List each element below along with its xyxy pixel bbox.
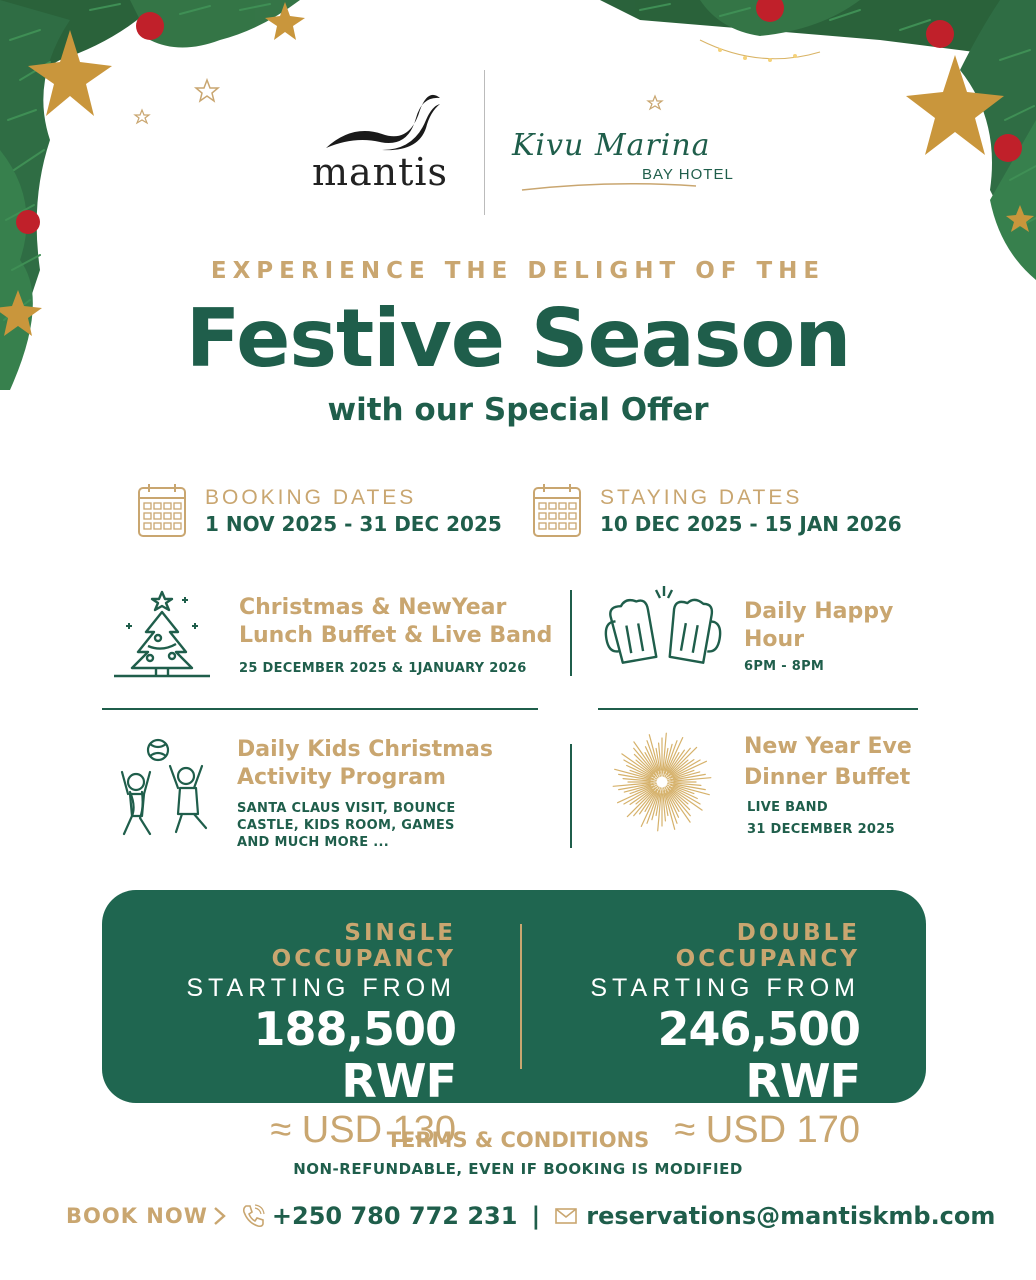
beer-mugs-icon [604, 584, 724, 670]
feature-detail: AND MUCH MORE ... [237, 835, 390, 850]
christmas-tree-icon [112, 586, 212, 682]
feature-title: Christmas & NewYear [239, 595, 507, 620]
logo-divider [484, 70, 485, 215]
price-usd: ≈ USD 130 [270, 1109, 456, 1151]
single-occupancy-price [156, 920, 456, 1153]
feature-title: New Year Eve [744, 734, 912, 759]
email-link[interactable]: reservations@mantiskmb.com [586, 1202, 996, 1230]
feature-title: Daily Kids Christmas [237, 737, 493, 762]
feature-title: Daily Happy [744, 599, 894, 624]
section-divider [102, 708, 538, 710]
kivu-marina-wordmark: Kivu Marina [512, 128, 711, 163]
mantis-wordmark: mantis [311, 150, 449, 194]
headline-subtitle: with our Special Offer [327, 392, 709, 428]
price-amount: 188,500 RWF [253, 1002, 456, 1108]
logo-underline-swash [520, 180, 700, 194]
double-occupancy-price [560, 920, 860, 1153]
price-divider [520, 924, 522, 1069]
booking-dates-value: 1 NOV 2025 - 31 DEC 2025 [205, 512, 502, 536]
feature-title: Activity Program [237, 765, 446, 790]
feature-detail: LIVE BAND [747, 800, 828, 815]
terms-text: NON-REFUNDABLE, EVEN IF BOOKING IS MODIFIED [293, 1160, 743, 1178]
feature-divider [570, 744, 572, 848]
staying-dates-value: 10 DEC 2025 - 15 JAN 2026 [600, 512, 902, 536]
feature-detail: CASTLE, KIDS ROOM, GAMES [237, 818, 455, 833]
booking-dates-label: BOOKING DATES [205, 486, 417, 509]
phone-link[interactable]: +250 780 772 231 [271, 1202, 518, 1230]
feature-divider [570, 590, 572, 676]
bay-hotel-wordmark: BAY HOTEL [642, 166, 734, 183]
calendar-icon [532, 482, 584, 540]
feature-happy-hour [744, 598, 893, 675]
starting-from-label: STARTING FROM [590, 974, 860, 1002]
price-amount: 246,500 RWF [657, 1002, 860, 1108]
book-now-label: BOOK NOW [66, 1204, 208, 1228]
price-usd: ≈ USD 170 [674, 1109, 860, 1151]
feature-kids-program [237, 736, 493, 851]
feature-title: Hour [744, 627, 805, 652]
envelope-icon [554, 1206, 578, 1226]
terms-title: TERMS & CONDITIONS [386, 1128, 650, 1152]
starting-from-label: STARTING FROM [186, 974, 456, 1002]
feature-detail: SANTA CLAUS VISIT, BOUNCE [237, 801, 456, 816]
feature-nye-dinner [744, 731, 912, 841]
footer-contact [66, 1198, 995, 1234]
phone-icon [240, 1203, 266, 1229]
feature-title: Lunch Buffet & Live Band [239, 623, 553, 648]
calendar-icon [137, 482, 189, 540]
chevron-right-icon [212, 1205, 228, 1227]
staying-dates-label: STAYING DATES [600, 486, 803, 509]
book-now-link[interactable] [66, 1204, 228, 1228]
mantis-wave-icon [322, 90, 442, 152]
footer-separator: | [531, 1202, 541, 1230]
feature-christmas-lunch [239, 594, 552, 677]
feature-detail: 25 DECEMBER 2025 & 1JANUARY 2026 [239, 661, 527, 676]
occupancy-label: DOUBLE OCCUPANCY [675, 920, 860, 972]
headline-title: Festive Season [185, 292, 851, 385]
kids-playing-icon [114, 736, 214, 840]
fireworks-icon [606, 726, 718, 838]
section-divider [598, 708, 918, 710]
feature-detail: 6PM - 8PM [744, 659, 825, 674]
feature-detail: 31 DECEMBER 2025 [747, 822, 895, 837]
occupancy-label: SINGLE OCCUPANCY [271, 920, 456, 972]
mantis-logo [300, 90, 460, 200]
feature-title: Dinner Buffet [744, 765, 911, 790]
headline-kicker: EXPERIENCE THE DELIGHT OF THE [210, 258, 826, 284]
